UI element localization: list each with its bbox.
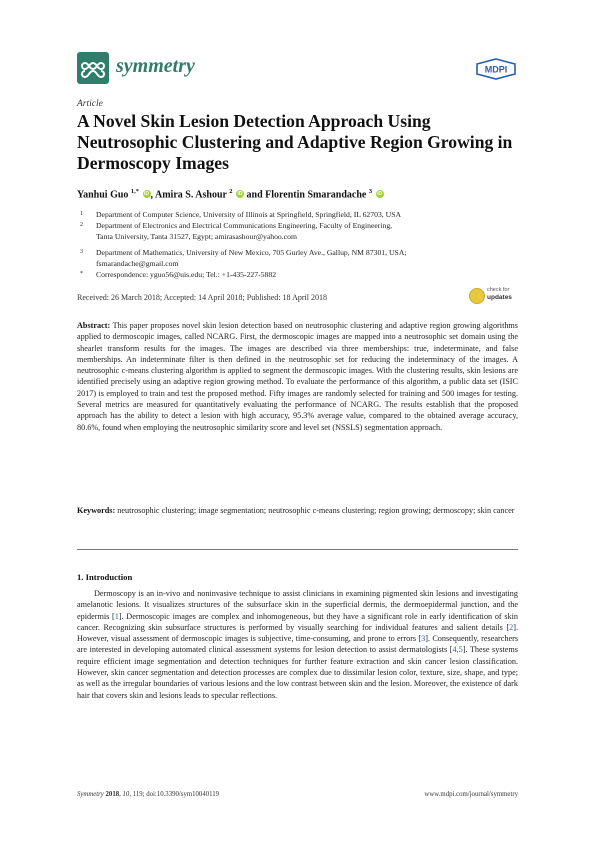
citation-link[interactable]: 4,5 (452, 645, 463, 655)
intro-paragraph: Dermoscopy is an in-vivo and noninvasive technique to assist clinicians in examining pigmented skin lesions and investigating amelanotic lesions. It visualizes structures of the subsurface skin in the superficial dermis, the dermoepidermal junction, and the epidermis [1]. Dermoscopic images are complex and inhomogeneous, but they have a significant role in early identification of skin cancer. Recognizing skin subsurface structures is performed by visually searching for individual features and salient details [2]. However, visual assessment of dermoscopic images is subjective, time-consuming, and prone to errors [3]. Consequently, researchers are interested in developing automated clinical assessment systems for lesion detection to assist dermatologists [4,5]. These systems require efficient image segmentation and detection techniques for further feature extraction and skin cancer lesion classification. However, skin cancer segmentation and detection processes are complex due to dissimilar lesion color, texture, size, shape, and type; as well as the irregular boundaries of various lesions and the low contrast between skin and the lesion. Moreover, the existence of dark hair that covers skin and lesions leads to specular reflections. (77, 589, 519, 700)
author-name[interactable]: Yanhui Guo (77, 189, 129, 201)
page-title: A Novel Skin Lesion Detection Approach Using Neutrosophic Clustering and Adaptive Region Growing in Dermoscopy Images (77, 111, 513, 173)
check-updates-button[interactable] (469, 287, 517, 305)
keywords (77, 505, 518, 516)
journal-name: symmetry (116, 55, 195, 77)
orcid-icon[interactable]: iD (377, 191, 383, 198)
abstract-text: This paper proposes novel skin lesion detection based on neutrosophic clustering and adaptive region growing algorithms applied to dermoscopic images, called NCARG. First, the dermoscopic images are mapped into a neutrosophic set domain using the shearlet transform results for the images. The images are described via three memberships: true, indeterminate, and false memberships. An indeterminate filter is then defined in the neutrosophic set for reducing the indeterminacy of the images. A neutrosophic c-means clustering algorithm is applied to segment the dermoscopic images. With the clustering results, skin lesions are identified precisely using an adaptive region growing method. To evaluate the performance of this algorithm, a public data set (ISIC 2017) is employed to train and test the proposed method. Fifty images are randomly selected for training and 500 images for testing. Several metrics are measured for quantitatively evaluating the performance of NCARG. The results establish that the proposed approach has the ability to detect a lesion with high accuracy, 95.3% average value, compared to the obtained average accuracy, 80.6%, found when employing the neutrosophic similarity score and level set (NSSLS) segmentation approach. (77, 321, 518, 432)
publication-dates: Received: 26 March 2018; Accepted: 14 April 2018; Published: 18 April 2018 (77, 293, 327, 302)
citation-link[interactable]: 2 (509, 622, 514, 632)
keywords-label: Keywords: (77, 506, 116, 515)
author-name[interactable]: Amira S. Ashour (155, 189, 227, 201)
section-heading: 1. Introduction (77, 572, 133, 582)
keywords-text: neutrosophic clustering; image segmentation; neutrosophic c-means clustering; region growing; dermoscopy; skin cancer (117, 506, 515, 515)
journal-logo-icon (77, 52, 109, 84)
mdpi-logo-icon (475, 58, 517, 80)
orcid-icon[interactable]: iD (237, 191, 243, 198)
author-sup: 3 (368, 188, 373, 195)
footer-citation: Symmetry 2018, 10, 119; doi:10.3390/sym10040119 (77, 791, 220, 798)
divider (77, 549, 518, 550)
orcid-icon[interactable]: iD (144, 191, 150, 198)
footer-url[interactable]: www.mdpi.com/journal/symmetry (424, 791, 518, 798)
abstract (77, 320, 518, 433)
author-sup: 1,* (130, 188, 140, 195)
citation-link[interactable]: 1 (114, 611, 119, 621)
abstract-label: Abstract: (77, 321, 111, 330)
author-sup: 2 (229, 188, 233, 195)
author-list: Yanhui Guo $^{1,*}$ iD , Amira S. Ashour $^2$ iD and Florentin Smarandache $^3$ iD (77, 188, 383, 201)
check-updates-line1: check for (487, 287, 510, 293)
citation-link[interactable]: 3 (421, 634, 426, 644)
author-name[interactable]: Florentin Smarandache (265, 189, 367, 201)
article-type: Article (77, 99, 103, 109)
check-updates-icon (469, 288, 485, 304)
check-updates-line2: updates (487, 294, 512, 301)
mdpi-logo-text: MDPI (484, 64, 508, 75)
